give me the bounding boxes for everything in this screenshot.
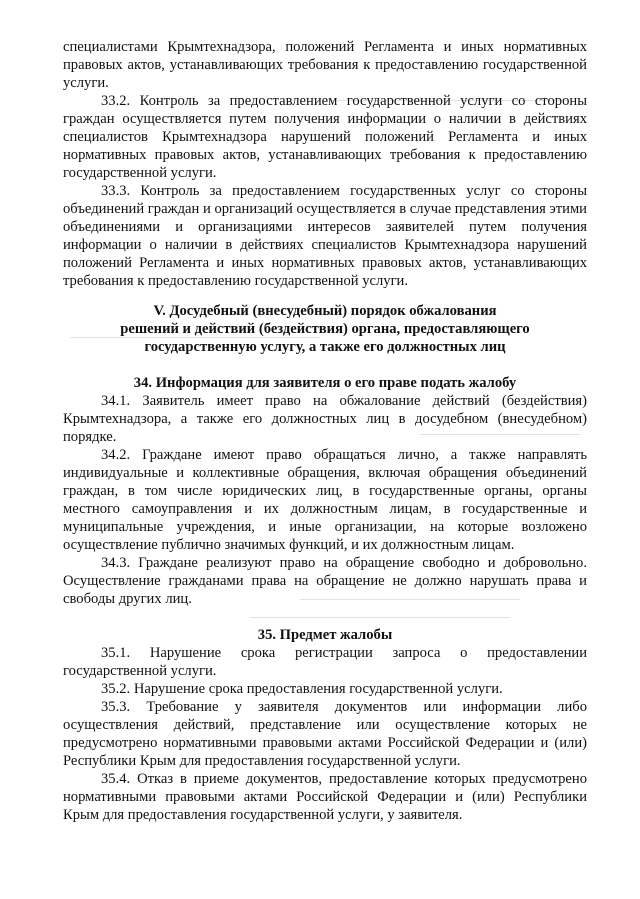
document-page — [63, 38, 587, 824]
section-34-heading: 34. Информация для заявителя о его праве подать жалобу — [133, 375, 517, 391]
paragraph-34-3: 34.3. Граждане реализуют право на обращение свободно и добровольно. Осуществление гражданами права на обращение не должно нарушать права и свободы других лиц. — [63, 555, 587, 607]
paragraph-33-3: 33.3. Контроль за предоставлением государственных услуг со стороны объединений граждан и организаций осуществляется в случае представления этими объединениями и организациями интересов заявителей путем получения информации о наличии в действиях специалистов Крымтехнадзора нарушений положений Регламента и иных нормативных правовых актов, устанавливающих требования к предоставлению государственной услуги. — [63, 183, 587, 289]
section-5-heading-line-2: решений и действий (бездействия) органа, предоставляющего — [120, 321, 530, 337]
paragraph-34-2: 34.2. Граждане имеют право обращаться лично, а также направлять индивидуальные и коллективные обращения, включая обращения объединений граждан, в том числе юридических лиц, в государственные органы, органы местного самоуправления и их должностным лицам, в государственные и муниципальные учреждения, и иные организации, на которые возложено осуществление публично значимых функций, и их должностным лицам. — [63, 447, 587, 553]
paragraph-35-1: 35.1. Нарушение срока регистрации запроса о предоставлении государственной услуги. — [63, 645, 587, 679]
section-35-heading: 35. Предмет жалобы — [257, 627, 393, 643]
section-5-heading-line-1: V. Досудебный (внесудебный) порядок обжалования — [153, 303, 497, 319]
paragraph-35-3: 35.3. Требование у заявителя документов или информации либо осуществления действий, представление или осуществление которых не предусмотрено нормативными правовыми актами Российской Федерации и (или) Республики Крым для предоставления государственной услуги. — [63, 699, 587, 769]
paragraph-35-2: 35.2. Нарушение срока предоставления государственной услуги. — [101, 681, 503, 697]
paragraph-33-1-continuation: специалистами Крымтехнадзора, положений Регламента и иных нормативных правовых актов, устанавливающих требования к предоставлению государственной услуги. — [63, 39, 587, 91]
paragraph-33-2: 33.2. Контроль за предоставлением государственной услуги со стороны граждан осуществляется путем получения информации о наличии в действиях специалистов Крымтехнадзора нарушений положений Регламента и иных нормативных правовых актов, устанавливающих требования к предоставлению государственной услуги. — [63, 93, 587, 181]
paragraph-34-1: 34.1. Заявитель имеет право на обжалование действий (бездействия) Крымтехнадзора, а также его должностных лиц в досудебном (внесудебном) порядке. — [63, 393, 587, 445]
paragraph-35-4: 35.4. Отказ в приеме документов, предоставление которых предусмотрено нормативными правовыми актами Российской Федерации и (или) Республики Крым для предоставления государственной услуги, у заявителя. — [63, 771, 587, 823]
section-5-heading-line-3: государственную услугу, а также его должностных лиц — [144, 339, 506, 355]
